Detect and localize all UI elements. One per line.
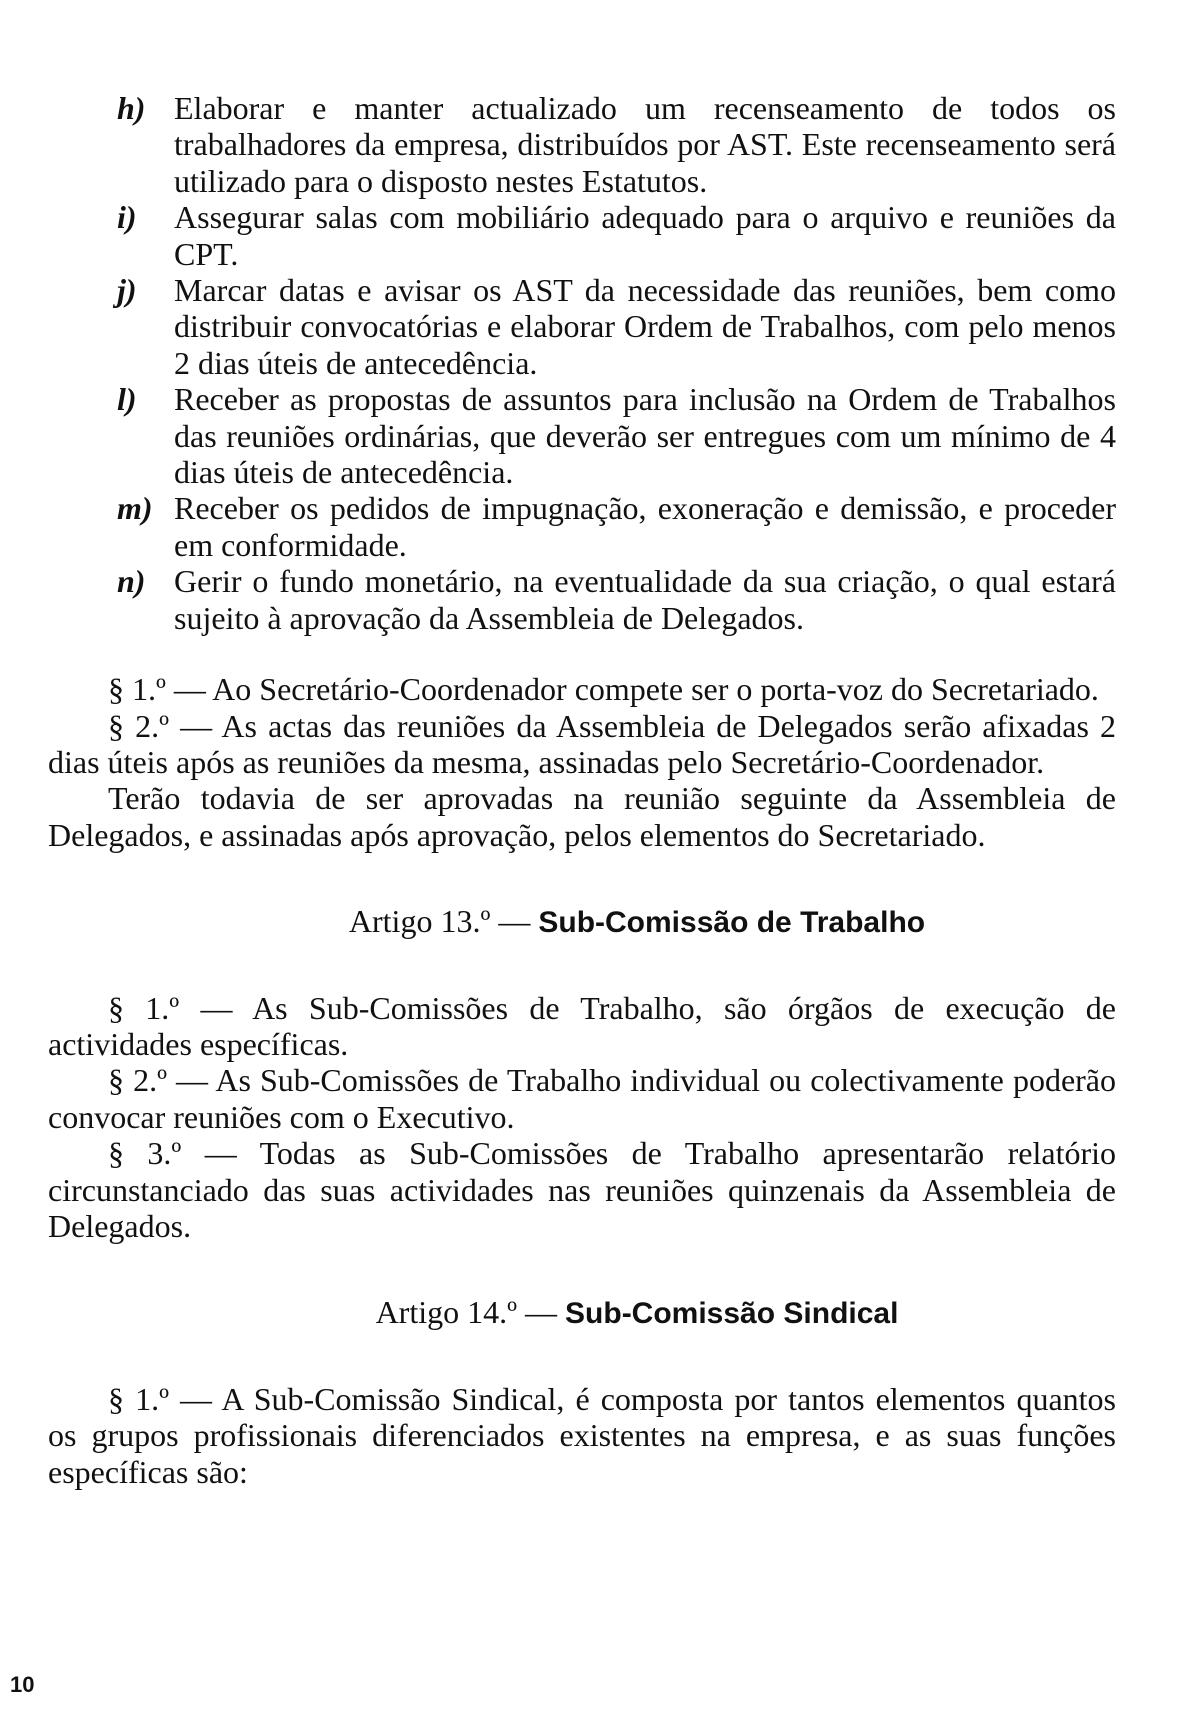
paragraph: § 2.º — As actas das reuniões da Assembleia de Delegados serão afixadas 2 dias úteis após as reuniões da mesma, assinadas pelo Secretário-Coordenador. xyxy=(48,707,1116,780)
paragraph: § 1.º — Ao Secretário-Coordenador compete ser o porta-voz do Secretariado. xyxy=(108,671,1099,708)
paragraph: § 2.º — As Sub-Comissões de Trabalho individual ou colectivamente poderão convocar reuniões com o Executivo. xyxy=(48,1062,1116,1135)
list-item xyxy=(117,272,1116,381)
duties-list xyxy=(48,90,1116,636)
list-item-label: j) xyxy=(117,272,137,309)
article-14-prefix: Artigo 14.º — xyxy=(375,1294,566,1331)
spacer xyxy=(48,636,1116,671)
list-item-label: n) xyxy=(117,563,146,600)
list-item-text: Receber as propostas de assuntos para inclusão na Ordem de Trabalhos das reuniões ordinárias, que deverão ser entregues com um mínimo de 4 dias úteis de antecedência. xyxy=(174,381,1116,491)
document-page xyxy=(48,90,1116,1490)
article-13-body xyxy=(48,990,1116,1245)
list-item xyxy=(117,90,1116,199)
article-14-body xyxy=(48,1381,1116,1490)
list-item-text: Gerir o fundo monetário, na eventualidade da sua criação, o qual estará sujeito à aprovação da Assembleia de Delegados. xyxy=(174,563,1116,636)
article-14-title: Sub-Comissão Sindical xyxy=(565,1297,899,1331)
list-item-label: h) xyxy=(117,90,146,126)
list-item-label: m) xyxy=(117,490,153,527)
list-item-text: Elaborar e manter actualizado um recenseamento de todos os trabalhadores da empresa, distribuídos por AST. Este recenseamento será utilizado para o disposto nestes Estatutos. xyxy=(174,90,1116,199)
list-item-text: Assegurar salas com mobiliário adequado para o arquivo e reuniões da CPT. xyxy=(174,199,1116,272)
list-item xyxy=(117,381,1116,490)
paragraph: § 3.º — Todas as Sub-Comissões de Trabalho apresentarão relatório circunstanciado das suas actividades nas reuniões quinzenais da Assembleia de Delegados. xyxy=(48,1135,1116,1244)
list-item-text: Receber os pedidos de impugnação, exoneração e demissão, e proceder em conformidade. xyxy=(174,490,1116,563)
article-13-heading xyxy=(48,903,1116,941)
article-13-prefix: Artigo 13.º — xyxy=(348,903,539,940)
article-14-heading xyxy=(48,1294,1116,1332)
list-item xyxy=(117,563,1116,636)
paragraph: Terão todavia de ser aprovadas na reunião seguinte da Assembleia de Delegados, e assinadas após aprovação, pelos elementos do Secretariado. xyxy=(48,780,1116,853)
paragraph: § 1.º — As Sub-Comissões de Trabalho, são órgãos de execução de actividades específicas. xyxy=(48,989,1116,1062)
secretariat-section xyxy=(48,671,1116,853)
list-item-label: l) xyxy=(117,381,137,418)
list-item-text: Marcar datas e avisar os AST da necessidade das reuniões, bem como distribuir convocatórias e elaborar Ordem de Trabalhos, com pelo menos 2 dias úteis de antecedência. xyxy=(174,272,1116,381)
list-item-label: i) xyxy=(117,199,137,236)
list-item xyxy=(117,199,1116,272)
list-item xyxy=(117,490,1116,563)
page-number: 10 xyxy=(10,1672,35,1697)
paragraph: § 1.º — A Sub-Comissão Sindical, é composta por tantos elementos quantos os grupos profissionais diferenciados existentes na empresa, e as suas funções específicas são: xyxy=(48,1380,1116,1490)
article-13-title: Sub-Comissão de Trabalho xyxy=(538,906,926,940)
